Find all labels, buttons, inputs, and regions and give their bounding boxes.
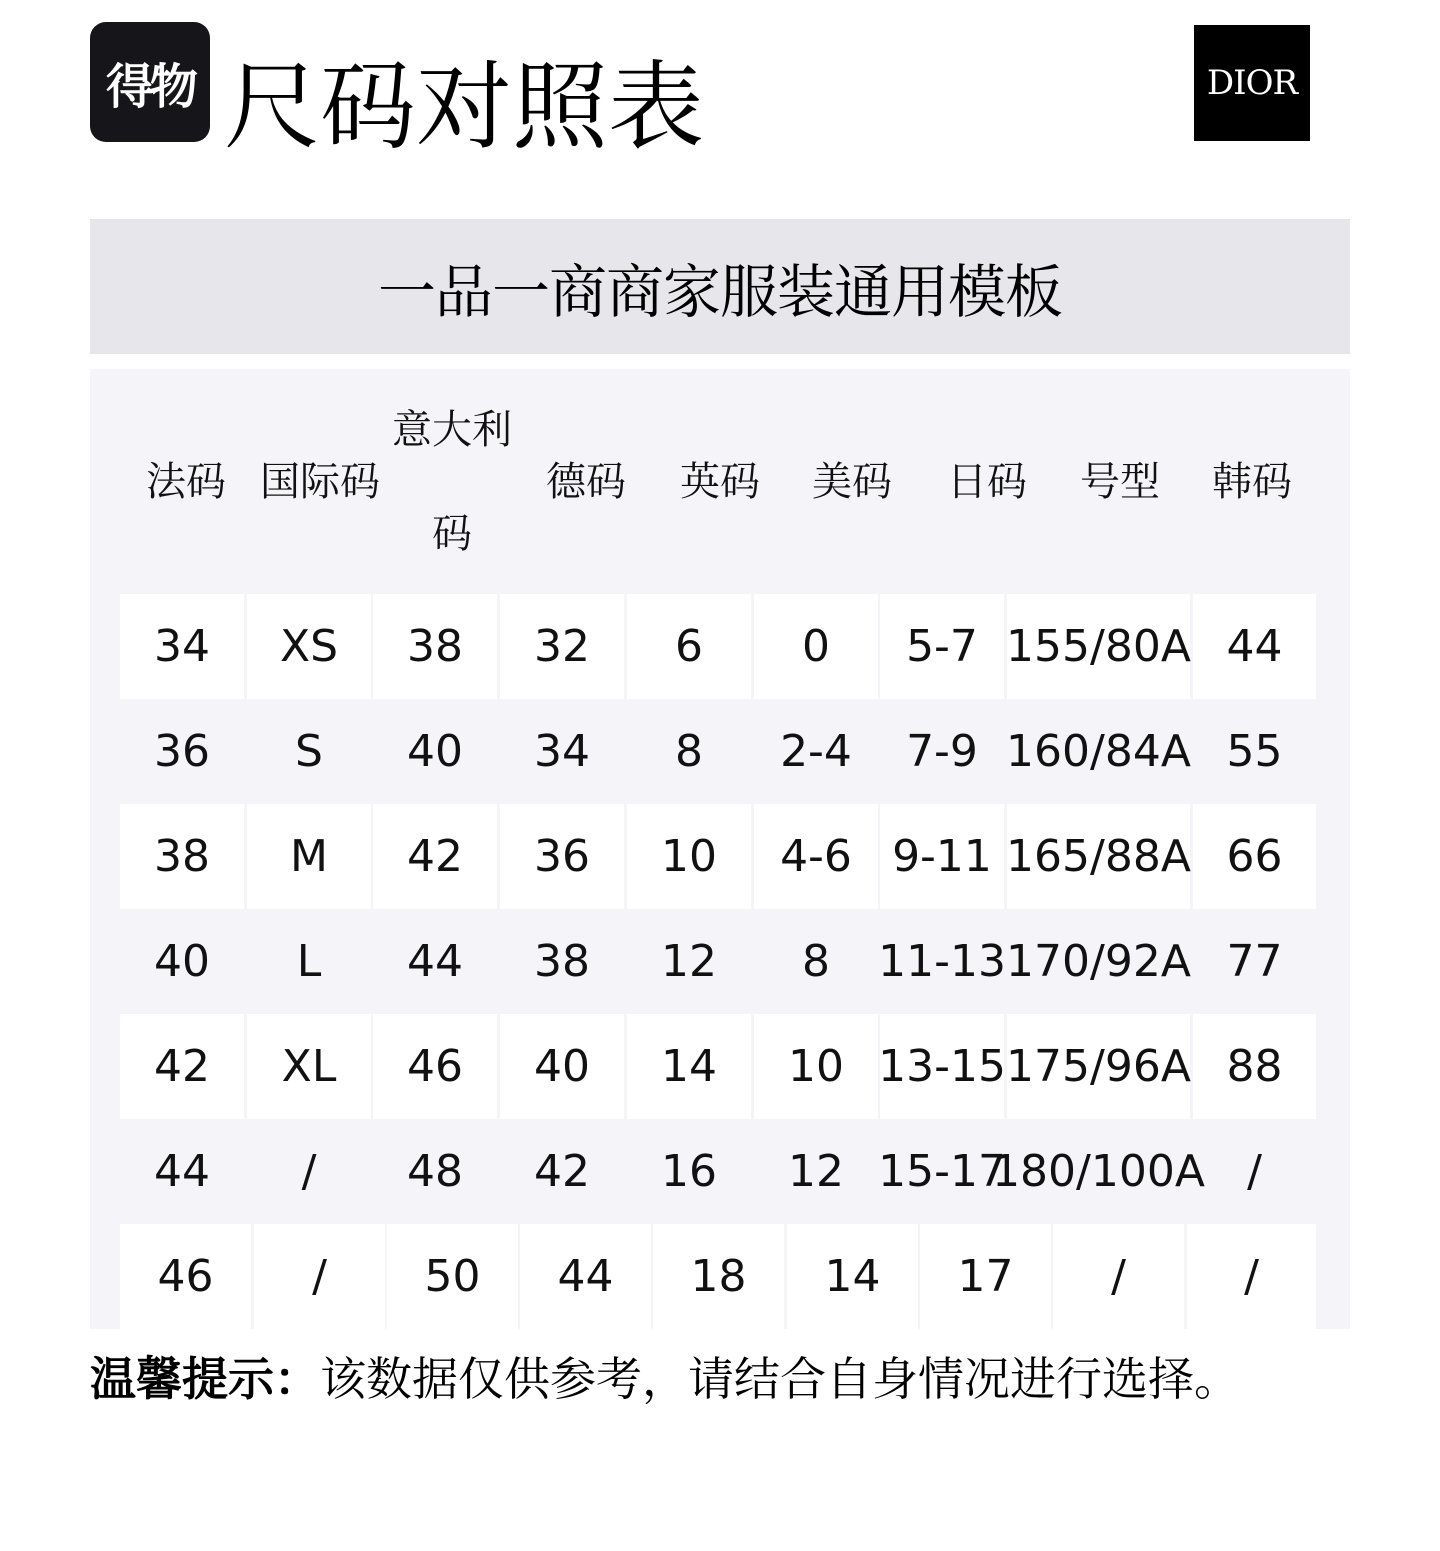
table-cell: 14 [627, 1014, 751, 1119]
table-cell: M [247, 804, 371, 909]
table-cell: 12 [661, 936, 717, 987]
table-cell: 15-17 [878, 1146, 1006, 1197]
table-cell: 36 [154, 726, 210, 777]
table-cell: / [1187, 1224, 1316, 1329]
table-cell: 40 [407, 726, 463, 777]
table-cell: 8 [675, 726, 703, 777]
table-cell: 55 [1226, 726, 1283, 777]
column-header: 日码 [947, 458, 1027, 505]
table-row [120, 1119, 1316, 1224]
table-cell: 165/88A [1007, 804, 1190, 909]
column-header: 国际码 [260, 458, 380, 505]
table-cell: 38 [534, 936, 590, 987]
size-chart-table [90, 369, 1350, 1329]
table-row [120, 699, 1316, 804]
table-cell: 170/92A [1006, 936, 1191, 987]
table-cell: 32 [500, 594, 624, 699]
table-cell: 44 [407, 936, 463, 987]
table-cell: 0 [754, 594, 878, 699]
table-cell: 50 [387, 1224, 518, 1329]
column-header: 韩码 [1212, 458, 1292, 505]
table-cell: 4-6 [754, 804, 878, 909]
table-cell: 180/100A [992, 1146, 1205, 1197]
table-cell: 46 [373, 1014, 497, 1119]
table-cell: 48 [407, 1146, 463, 1197]
table-cell: 36 [500, 804, 624, 909]
table-cell: 17 [920, 1224, 1051, 1329]
tip-text: 该数据仅供参考，请结合自身情况进行选择。 [320, 1352, 1240, 1406]
table-cell: 34 [534, 726, 590, 777]
table-cell: 155/80A [1007, 594, 1190, 699]
column-header: 法码 [146, 458, 226, 505]
table-cell: 66 [1193, 804, 1316, 909]
table-cell: 14 [787, 1224, 918, 1329]
column-header: 号型 [1080, 458, 1160, 505]
table-cell: 12 [788, 1146, 844, 1197]
table-cell: 18 [653, 1224, 784, 1329]
table-cell: XL [247, 1014, 371, 1119]
table-cell: / [1053, 1224, 1184, 1329]
table-cell: XS [247, 594, 371, 699]
dior-logo-text: DIOR [1206, 63, 1298, 103]
table-cell: 88 [1193, 1014, 1316, 1119]
table-cell: 175/96A [1007, 1014, 1190, 1119]
table-cell: 10 [627, 804, 751, 909]
table-cell: 38 [120, 804, 244, 909]
table-row [120, 1224, 1316, 1329]
table-cell: 77 [1226, 936, 1283, 987]
table-cell: 13-15 [880, 1014, 1004, 1119]
table-cell: 40 [500, 1014, 624, 1119]
table-row [120, 1014, 1316, 1119]
table-cell: 46 [120, 1224, 251, 1329]
table-cell: 42 [534, 1146, 590, 1197]
table-cell: / [1247, 1146, 1262, 1197]
table-cell: 9-11 [880, 804, 1004, 909]
table-cell: / [254, 1224, 385, 1329]
table-cell: 38 [373, 594, 497, 699]
table-cell: 16 [661, 1146, 717, 1197]
table-cell: 10 [754, 1014, 878, 1119]
tip-label: 温馨提示： [90, 1352, 320, 1406]
column-header: 德码 [546, 458, 626, 505]
table-cell: 2-4 [780, 726, 852, 777]
dewu-logo [90, 22, 210, 142]
table-cell: 6 [627, 594, 751, 699]
dior-logo [1194, 25, 1310, 141]
tip-line [90, 1348, 1240, 1410]
table-cell: 42 [120, 1014, 244, 1119]
table-cell: / [301, 1146, 317, 1197]
table-cell: 7-9 [906, 726, 978, 777]
table-cell: 34 [120, 594, 244, 699]
table-cell: 42 [373, 804, 497, 909]
table-cell: 44 [154, 1146, 210, 1197]
table-row [120, 909, 1316, 1014]
page-title: 尺码对照表 [224, 51, 704, 163]
table-cell: 5-7 [880, 594, 1004, 699]
table-cell: 11-13 [878, 936, 1006, 987]
table-cell: 44 [1193, 594, 1316, 699]
table-row [120, 594, 1316, 699]
table-cell: 8 [802, 936, 830, 987]
table-cell: L [296, 936, 322, 987]
template-banner [90, 219, 1350, 354]
column-header: 意大利码 [392, 406, 512, 557]
dewu-logo-text: 得物 [105, 58, 194, 115]
column-header: 英码 [680, 458, 760, 505]
column-header: 美码 [812, 458, 892, 505]
template-name: 一品一商商家服装通用模板 [377, 257, 1062, 326]
table-cell: 160/84A [1006, 726, 1191, 777]
table-cell: 40 [154, 936, 210, 987]
table-cell: S [295, 726, 323, 777]
table-cell: 44 [520, 1224, 651, 1329]
table-row [120, 804, 1316, 909]
